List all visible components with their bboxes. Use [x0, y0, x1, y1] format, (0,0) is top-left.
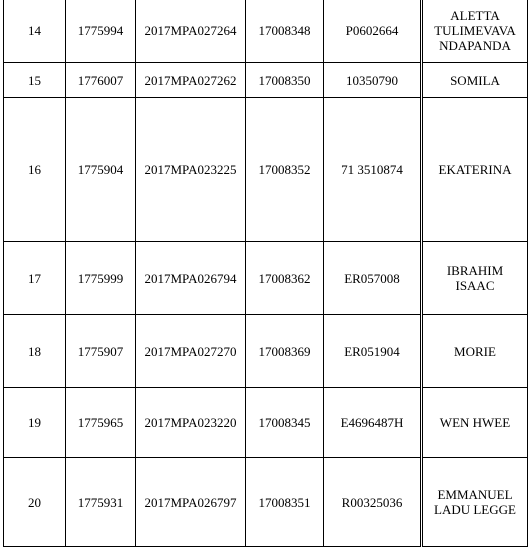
name-cell	[422, 0, 528, 63]
name-line: WEN HWEE	[439, 415, 511, 430]
table-row	[4, 388, 528, 458]
row-number-cell: 20	[4, 458, 66, 547]
name-cell	[422, 458, 528, 547]
name-line: IBRAHIM	[446, 263, 504, 278]
id-cell: 1775994	[66, 0, 136, 63]
reference-cell: 2017MPA026797	[136, 458, 246, 547]
table-row	[4, 315, 528, 388]
reference-cell: 2017MPA027262	[136, 63, 246, 98]
code-cell: 17008362	[246, 242, 324, 315]
passport-cell: 71 3510874	[324, 98, 422, 242]
name-line: SOMILA	[450, 72, 500, 88]
table-row	[4, 242, 528, 315]
name-line: EKATERINA	[438, 162, 512, 177]
name-cell	[422, 98, 528, 242]
reference-cell: 2017MPA023220	[136, 388, 246, 458]
id-cell: 1776007	[66, 63, 136, 98]
reference-cell: 2017MPA026794	[136, 242, 246, 315]
table-row	[4, 458, 528, 547]
passport-cell: R00325036	[324, 458, 422, 547]
name-line: MORIE	[454, 343, 496, 359]
table-row	[4, 0, 528, 63]
id-cell: 1775904	[66, 98, 136, 242]
reference-cell: 2017MPA027270	[136, 315, 246, 388]
code-cell: 17008351	[246, 458, 324, 547]
id-cell: 1775907	[66, 315, 136, 388]
code-cell: 17008345	[246, 388, 324, 458]
code-cell: 17008350	[246, 63, 324, 98]
row-number-cell: 16	[4, 98, 66, 242]
row-number-cell: 18	[4, 315, 66, 388]
name-cell	[422, 242, 528, 315]
passport-cell: ER051904	[324, 315, 422, 388]
id-cell: 1775999	[66, 242, 136, 315]
passport-cell: E4696487H	[324, 388, 422, 458]
code-cell: 17008348	[246, 0, 324, 63]
reference-cell: 2017MPA027264	[136, 0, 246, 63]
records-table	[3, 0, 528, 547]
table-row	[4, 63, 528, 98]
row-number-cell: 19	[4, 388, 66, 458]
name-line: ALETTA	[450, 8, 500, 23]
name-line: LADU LEGGE	[434, 502, 516, 517]
row-number-cell: 14	[4, 0, 66, 63]
name-line: NDAPANDA	[439, 38, 511, 53]
name-line: TULIMEVAVA	[434, 23, 516, 38]
code-cell: 17008352	[246, 98, 324, 242]
id-cell: 1775931	[66, 458, 136, 547]
passport-cell: 10350790	[324, 63, 422, 98]
row-number-cell: 17	[4, 242, 66, 315]
name-cell	[422, 315, 528, 388]
passport-cell: P0602664	[324, 0, 422, 63]
row-number-cell: 15	[4, 63, 66, 98]
name-line: ISAAC	[455, 278, 495, 293]
id-cell: 1775965	[66, 388, 136, 458]
name-cell	[422, 388, 528, 458]
table-row	[4, 98, 528, 242]
code-cell: 17008369	[246, 315, 324, 388]
passport-cell: ER057008	[324, 242, 422, 315]
reference-cell: 2017MPA023225	[136, 98, 246, 242]
name-line: EMMANUEL	[437, 487, 513, 502]
name-cell	[422, 63, 528, 98]
